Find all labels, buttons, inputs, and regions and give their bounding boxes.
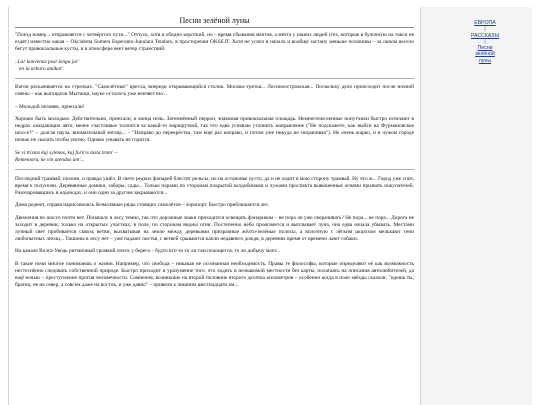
nav-separator: | xyxy=(484,38,486,45)
nav-link-green-moon-songs[interactable] xyxy=(450,45,520,64)
page-title: Песни зелёной луны xyxy=(179,16,250,25)
paragraph: На канале Волга-Уводь ритмичный громкий плеск у берега – будто кто-то то ли там полощется, то ли добычу моет... xyxy=(15,248,281,255)
sidebar-nav xyxy=(450,20,520,64)
paragraph: "Поезд номер... отправляется с четвёртого пути..." Отпуск, хотя я обидно короткий, но – время сбывания мечтов, а мечта у наших людей (тех, которые в булочную на такси не ездят) известно какая – Okcidenta Somera Esperanto-Junulara Tendaro, в просторечии OKSEJT. Хотя не успел в начало и вообще застану меньше половины – за окном весело бегут привокзальные кусты, и в атмосфере веет ветер странствий. xyxy=(15,32,414,53)
nav-link-label: зелёной xyxy=(475,51,495,58)
nav-link-europe[interactable]: ЕВРОПА xyxy=(474,20,496,26)
verse-line: ..Lar kanvenas post longa jar' xyxy=(15,58,80,65)
paragraph: – Молодой человек, приехали! xyxy=(15,103,85,110)
paragraph: Движения по шоссе почти нет. Поначалу в лесу темно, так что дорожные знаки приходится освещать фонариком – не пора ли уже сворачивать? Не пора... не пора... Дорога не заходит в деревни, только на открытых участках, в поле, по сторонам видны огни. Постепенно небо проясняется и выплывает луна, она едва начала убывать. Местами лунный свет пробивается сквозь ветви, выхватывая на земле между деревьями призрачные жёлто-зелёные полосы, а вплотную с лёгким шорохом мелькают тени любопытных лисиц... Тишины в лесу нет – уже падают листья, с ветвей срываются капли недавнего дождя, в деревнях время от времени лают собаки. xyxy=(15,214,414,242)
paragraph: Дома редеют, справа нарисовались безмолвные ряды стоящих самолётов – аэропорт. Быстро приближается лес. xyxy=(15,202,270,209)
nav-link-label: Песни xyxy=(477,45,493,52)
verse-line: Se vi tristas kaj sylenas, kaj foriris lasta tram' – xyxy=(15,149,118,156)
nav-link-stories[interactable]: РАССКАЗЫ xyxy=(470,32,500,39)
verse-line: Rememoru, ke vin atendas am'... xyxy=(15,156,85,163)
article-body xyxy=(15,32,414,294)
paragraph: Вагон раскачивается на стрелках. "Самолётные" кресла, впереди открывающийся столик. Москва–третья... Лосиноостровская... Поскольку дело происходит после ночной смены – как выглядели Мытищи, наукe осталось уже неизвестно... xyxy=(15,84,414,98)
verse-quote xyxy=(15,150,414,164)
verse-line: en la arbaro amikar'. xyxy=(19,65,65,72)
paragraph: Последний трамвай, похоже, и правда ушёл. В свете редких фонарей блестят рельсы, но на остановке пусто, да и не ходит в мою сторону трамвай. Ну что ж... Город уже спит, время к полуночи. Деревянные домики, заборы, сады... Только парами по сторонам покрытой колдобинами и лужами проспекта вывешенные огнями призвать покупателей. Разочаровавшись в надеждах, и они один за другим закрываются... xyxy=(15,175,414,196)
section-divider xyxy=(15,169,414,170)
verse-quote xyxy=(15,59,414,73)
paragraph: Хорошо быть молодым. Действительно, приехали, и конца ночь. Затемнённый перрон, знакомая привокзальная площадь. Немногочисленные попутчики быстро исчезают в недрах ожидающих авто, менее счастливые толпятся за какой-то маршруткой, так что едва успеваю уточнить направление ("Не подскажете, как выйти на Фурмановское шоссе?" – долгая пауза, внимательный взгляд... – "Направо до перекрёстка, там ещё раз направо, и потом уже никуда не сворачивая"). Не очень жарко, и в чужом городе ночью не сказать чтобы уютно. Однако унывать не годится. xyxy=(15,116,414,144)
section-divider xyxy=(15,78,414,79)
nav-separator: | xyxy=(484,26,486,33)
nav-link-label: луны xyxy=(478,57,492,64)
sidebar xyxy=(421,7,532,405)
title-divider xyxy=(15,27,414,28)
paragraph: В такие ночи многое понимаешь о жизни. Например, что свобода – никакая не осознанная необходимость. Правы те философы, которые определяют её как возможность нестеснённо следовать собственной природе. Быстро приходит и уразумение того, что ходить в незнакомой местности без карты, полагаясь на описания автолюбителей, да ещё ночью – преступление против человечности. Сомнения, возникшие на второй половине второго десятка километров – особенно когда в поле звёзды сказали: "идешь ты, братец, не на север, а совсем даже на восток, и уже давно" – привели к лишним шестнадцати км... xyxy=(15,260,414,288)
